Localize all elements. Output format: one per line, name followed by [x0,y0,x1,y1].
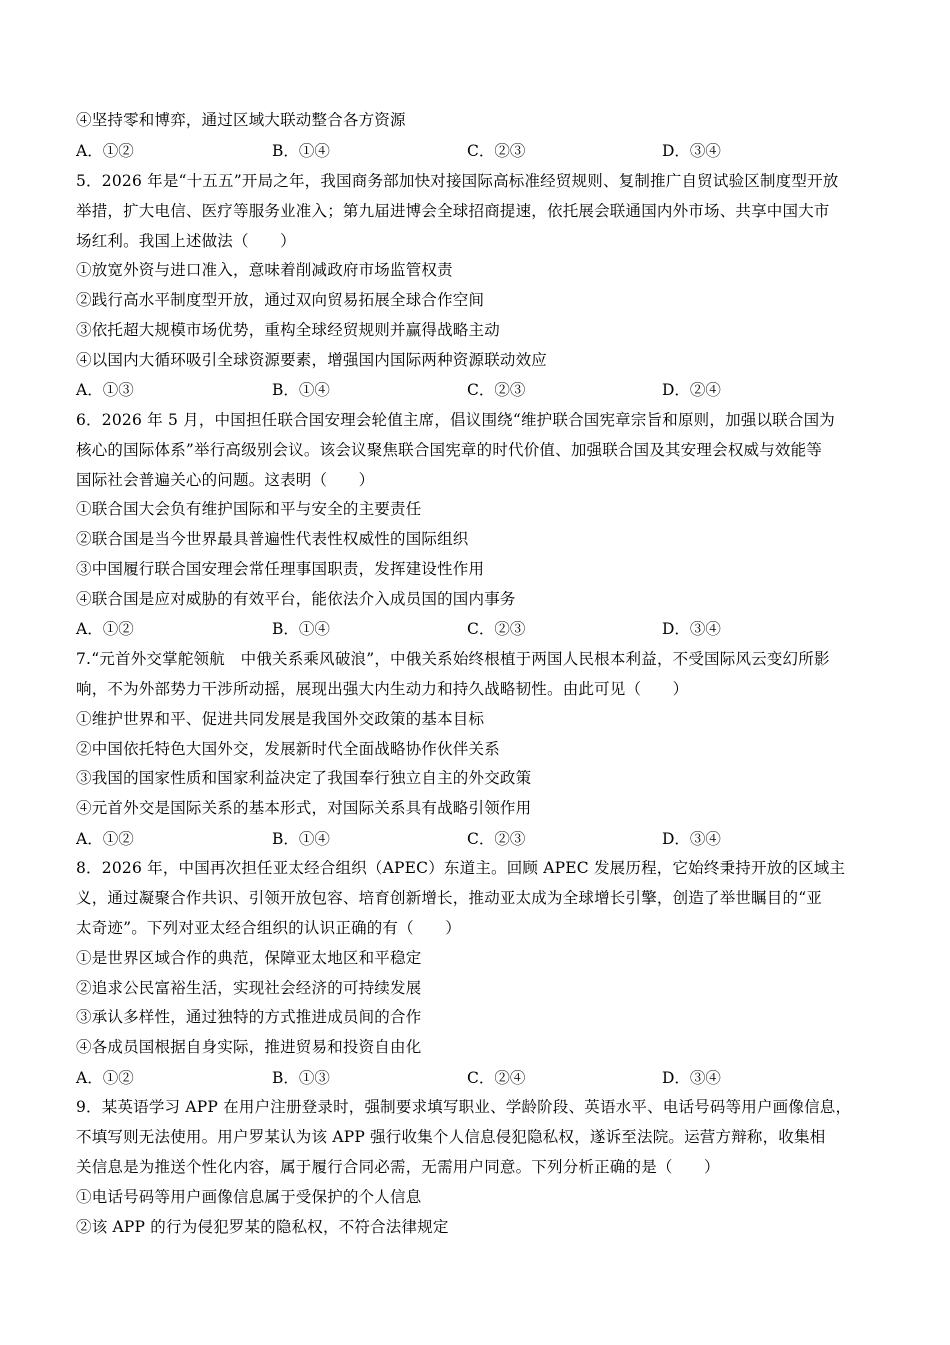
q9-stem-line-1: 9．某英语学习 APP 在用户注册登录时，强制要求填写职业、学龄阶段、英语水平、电话号码等用户画像信息， [76,1098,852,1116]
q6-options [76,618,886,640]
q7-stem-line-1: 7.“元首外交掌舵领航 中俄关系乘风破浪”，中俄关系始终根植于两国人民根本利益，不受国际风云变幻所影 [76,650,830,668]
q5-choice-3: ③依托超大规模市场优势，重构全球经贸规则并赢得战略主动 [76,321,500,339]
q7-stem-line-2: 响，不为外部势力干涉所动摇，展现出强大内生动力和持久战略韧性。由此可见（ ） [76,680,689,698]
option-c: C．②③ [467,381,526,399]
option-d: D．③④ [662,142,721,160]
q7-choice-2: ②中国依托特色大国外交，发展新时代全面战略协作伙伴关系 [76,740,500,758]
q8-choice-4: ④各成员国根据自身实际，推进贸易和投资自由化 [76,1038,422,1056]
q8-choice-3: ③承认多样性，通过独特的方式推进成员间的合作 [76,1008,422,1026]
option-a: A．①② [76,1069,134,1087]
option-c: C．②④ [467,1069,526,1087]
q8-choice-2: ②追求公民富裕生活，实现社会经济的可持续发展 [76,979,422,997]
q7-choice-4: ④元首外交是国际关系的基本形式，对国际关系具有战略引领作用 [76,799,532,817]
q7-choice-3: ③我国的国家性质和国家利益决定了我国奉行独立自主的外交政策 [76,769,532,787]
option-a: A．①② [76,620,134,638]
q5-stem-line-2: 举措，扩大电信、医疗等服务业准入；第九届进博会全球招商提速，依托展会联通国内外市场、共享中国大市 [76,202,830,220]
option-a: A．①② [76,142,134,160]
q4-choice-4: ④坚持零和博弈，通过区域大联动整合各方资源 [76,111,406,129]
option-d: D．③④ [662,830,721,848]
q8-stem-line-3: 太奇迹”。下列对亚太经合组织的认识正确的有（ ） [76,919,461,937]
q6-choice-2: ②联合国是当今世界最具普遍性代表性权威性的国际组织 [76,530,469,548]
q7-options [76,828,886,850]
q6-stem-line-2: 核心的国际体系”举行高级别会议。该会议聚焦联合国宪章的时代价值、加强联合国及其安理会权威与效能等 [76,441,823,459]
option-d: D．③④ [662,1069,721,1087]
q9-choice-1: ①电话号码等用户画像信息属于受保护的个人信息 [76,1188,422,1206]
option-c: C．②③ [467,620,526,638]
q8-choice-1: ①是世界区域合作的典范，保障亚太地区和平稳定 [76,949,422,967]
option-c: C．②③ [467,142,526,160]
q5-stem-line-1: 5．2026 年是“十五五”开局之年，我国商务部加快对接国际高标准经贸规则、复制推广自贸试验区制度型开放 [76,172,839,190]
option-c: C．②③ [467,830,526,848]
q5-choice-1: ①放宽外资与进口准入，意味着削减政府市场监管权责 [76,261,453,279]
q8-options [76,1067,886,1089]
option-b: B．①④ [272,620,330,638]
q8-stem-line-2: 义，通过凝聚合作共识、引领开放包容、培育创新增长，推动亚太成为全球增长引擎，创造了举世瞩目的“亚 [76,889,823,907]
q5-choice-2: ②践行高水平制度型开放，通过双向贸易拓展全球合作空间 [76,291,485,309]
option-d: D．③④ [662,620,721,638]
q5-stem-line-3: 场红利。我国上述做法（ ） [76,232,296,250]
option-b: B．①④ [272,142,330,160]
option-b: B．①④ [272,830,330,848]
q6-choice-3: ③中国履行联合国安理会常任理事国职责，发挥建设性作用 [76,560,485,578]
q6-choice-1: ①联合国大会负有维护国际和平与安全的主要责任 [76,500,422,518]
q8-stem-line-1: 8．2026 年，中国再次担任亚太经合组织（APEC）东道主。回顾 APEC 发展历程，它始终秉持开放的区域主 [76,859,846,877]
q5-choice-4: ④以国内大循环吸引全球资源要素，增强国内国际两种资源联动效应 [76,351,548,369]
option-a: A．①③ [76,381,134,399]
q6-choice-4: ④联合国是应对威胁的有效平台，能依法介入成员国的国内事务 [76,590,516,608]
option-b: B．①③ [272,1069,330,1087]
q6-stem-line-3: 国际社会普遍关心的问题。这表明（ ） [76,471,375,489]
q6-stem-line-1: 6．2026 年 5 月，中国担任联合国安理会轮值主席，倡议围绕“维护联合国宪章宗旨和原则，加强以联合国为 [76,411,835,429]
option-b: B．①④ [272,381,330,399]
q5-options [76,379,886,401]
q9-stem-line-3: 关信息是为推送个性化内容，属于履行合同必需，无需用户同意。下列分析正确的是（ ） [76,1158,720,1176]
option-a: A．①② [76,830,134,848]
q9-choice-2: ②该 APP 的行为侵犯罗某的隐私权，不符合法律规定 [76,1218,449,1236]
q7-choice-1: ①维护世界和平、促进共同发展是我国外交政策的基本目标 [76,710,485,728]
q4-options [76,140,886,162]
q9-stem-line-2: 不填写则无法使用。用户罗某认为该 APP 强行收集个人信息侵犯隐私权，遂诉至法院。运营方辩称，收集相 [76,1128,826,1146]
option-d: D．②④ [662,381,721,399]
